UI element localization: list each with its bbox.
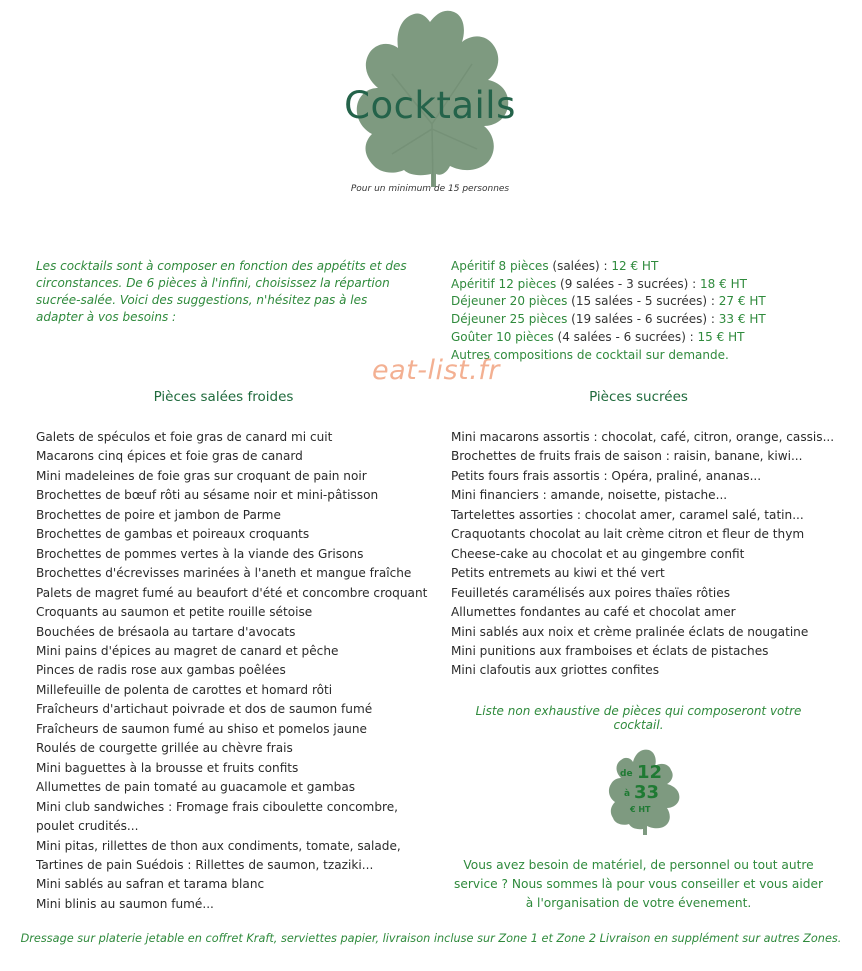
list-item: Allumettes fondantes au café et chocolat amer xyxy=(451,605,736,620)
list-item: Mini pitas, rillettes de thon aux condiments, tomate, salade, xyxy=(36,838,401,853)
list-item: Palets de magret fumé au beaufort d'été et concombre croquant xyxy=(36,585,428,600)
badge-min-price: 12 xyxy=(637,762,663,783)
badge-unit: € HT xyxy=(630,805,651,814)
pricing-main: Apéritif 8 pièces xyxy=(451,259,549,273)
minimum-persons-note: Pour un minimum de 15 personnes xyxy=(350,184,510,194)
list-item: Mini clafoutis aux griottes confites xyxy=(451,663,660,678)
pricing-price: 15 € HT xyxy=(697,329,745,344)
sucrees-section-title: Pièces sucrées xyxy=(589,389,688,405)
list-item: Brochettes de pommes vertes à la viande des Grisons xyxy=(36,546,364,561)
salees-section-title: Pièces salées froides xyxy=(153,389,294,405)
pricing-row xyxy=(451,276,831,294)
pricing-detail: (15 salées - 5 sucrées) : xyxy=(567,294,719,309)
list-item: Tartines de pain Suédois : Rillettes de saumon, tzaziki... xyxy=(36,857,374,872)
list-item: Brochettes de fruits frais de saison : raisin, banane, kiwi... xyxy=(451,449,803,464)
list-item: Allumettes de pain tomaté au guacamole et gambas xyxy=(36,780,356,795)
pricing-row xyxy=(451,258,831,276)
list-item: Fraîcheurs d'artichaut poivrade et dos de saumon fumé xyxy=(36,702,373,717)
list-item: Mini sablés aux noix et crème pralinée éclats de nougatine xyxy=(451,624,809,639)
pricing-price: 27 € HT xyxy=(718,294,766,309)
pricing-main: Goûter 10 pièces xyxy=(451,329,554,344)
pricing-detail: (4 salées - 6 sucrées) : xyxy=(553,329,698,344)
list-item: Craquotants chocolat au lait crème citron et fleur de thym xyxy=(451,527,805,542)
list-item: Croquants au saumon et petite rouille sétoise xyxy=(36,605,313,620)
sucrees-list xyxy=(451,428,851,681)
list-item: Petits fours frais assortis : Opéra, praliné, ananas... xyxy=(451,468,762,483)
list-item: Mini blinis au saumon fumé... xyxy=(36,896,214,911)
non-exhaustive-note: Liste non exhaustive de pièces qui composeront votre cocktail. xyxy=(475,704,802,732)
pricing-main: Apéritif 12 pièces xyxy=(451,276,557,291)
list-item: Mini sablés au safran et tarama blanc xyxy=(36,877,265,892)
pricing-main: Autres compositions de cocktail sur demande. xyxy=(451,347,729,362)
list-item: Mini club sandwiches : Fromage frais ciboulette concombre, xyxy=(36,799,398,814)
pricing-detail: (salées) : xyxy=(548,259,612,273)
list-item: poulet crudités... xyxy=(36,819,139,834)
badge-max-price: 33 xyxy=(634,782,660,803)
pricing-row xyxy=(451,329,831,347)
list-item: Mini baguettes à la brousse et fruits confits xyxy=(36,760,299,775)
list-item: Millefeuille de polenta de carottes et homard rôti xyxy=(36,682,333,697)
pricing-row xyxy=(451,293,831,311)
list-item: Bouchées de brésaola au tartare d'avocats xyxy=(36,624,296,639)
watermark: eat-list.fr xyxy=(372,355,500,386)
list-item: Fraîcheurs de saumon fumé au shiso et pomelos jaune xyxy=(36,721,367,736)
list-item: Mini pains d'épices au magret de canard et pêche xyxy=(36,643,339,658)
pricing-detail: (19 salées - 6 sucrées) : xyxy=(567,312,719,327)
pricing-list xyxy=(451,258,831,364)
list-item: Feuilletés caramélisés aux poires thaïes rôties xyxy=(451,585,731,600)
list-item: Tartelettes assorties : chocolat amer, caramel salé, tatin... xyxy=(451,507,804,522)
list-item: Brochettes de bœuf rôti au sésame noir et mini-pâtisson xyxy=(36,488,379,503)
list-item: Mini madeleines de foie gras sur croquant de pain noir xyxy=(36,468,367,483)
list-item: Galets de spéculos et foie gras de canard mi cuit xyxy=(36,430,333,444)
footer-note: Dressage sur platerie jetable en coffret Kraft, serviettes papier, livraison incluse sur Zone 1 et Zone 2 Livraison en supplément sur autres Zones. xyxy=(20,932,842,945)
list-item: Petits entremets au kiwi et thé vert xyxy=(451,566,665,581)
pricing-main: Déjeuner 20 pièces xyxy=(451,294,568,309)
badge-de: de xyxy=(620,769,633,779)
list-item: Brochettes de gambas et poireaux croquants xyxy=(36,527,310,542)
list-item: Mini punitions aux framboises et éclats de pistaches xyxy=(451,643,769,658)
list-item: Brochettes de poire et jambon de Parme xyxy=(36,507,281,522)
list-item: Cheese-cake au chocolat et au gingembre confit xyxy=(451,546,745,561)
list-item: Mini financiers : amande, noisette, pistache... xyxy=(451,488,728,503)
pricing-price: 12 € HT xyxy=(611,259,659,273)
pricing-price: 33 € HT xyxy=(718,312,766,327)
list-item: Brochettes d'écrevisses marinées à l'aneth et mangue fraîche xyxy=(36,566,412,581)
pricing-row xyxy=(451,311,831,329)
list-item: Macarons cinq épices et foie gras de canard xyxy=(36,449,303,464)
pricing-row xyxy=(451,347,831,365)
list-item: Mini macarons assortis : chocolat, café, citron, orange, cassis... xyxy=(451,430,835,444)
service-text: Vous avez besoin de matériel, de personnel ou tout autre service ? Nous sommes là pour vous conseiller et vous aider à l'organisation de votre évenement. xyxy=(454,858,823,910)
intro-text: Les cocktails sont à composer en fonction des appétits et des circonstances. De 6 pièces à l'infini, choisissez la répartion sucrée-salée. Voici des suggestions, n'hésitez pas à les adapter à vos besoins : xyxy=(36,259,407,324)
pricing-detail: (9 salées - 3 sucrées) : xyxy=(556,276,701,291)
pricing-price: 18 € HT xyxy=(700,276,747,291)
page-title: Cocktails xyxy=(344,84,516,127)
list-item: Roulés de courgette grillée au chèvre frais xyxy=(36,741,293,756)
pricing-main: Déjeuner 25 pièces xyxy=(451,312,568,327)
salees-list xyxy=(36,428,436,914)
list-item: Pinces de radis rose aux gambas poêlées xyxy=(36,663,286,678)
badge-a: à xyxy=(624,789,631,799)
